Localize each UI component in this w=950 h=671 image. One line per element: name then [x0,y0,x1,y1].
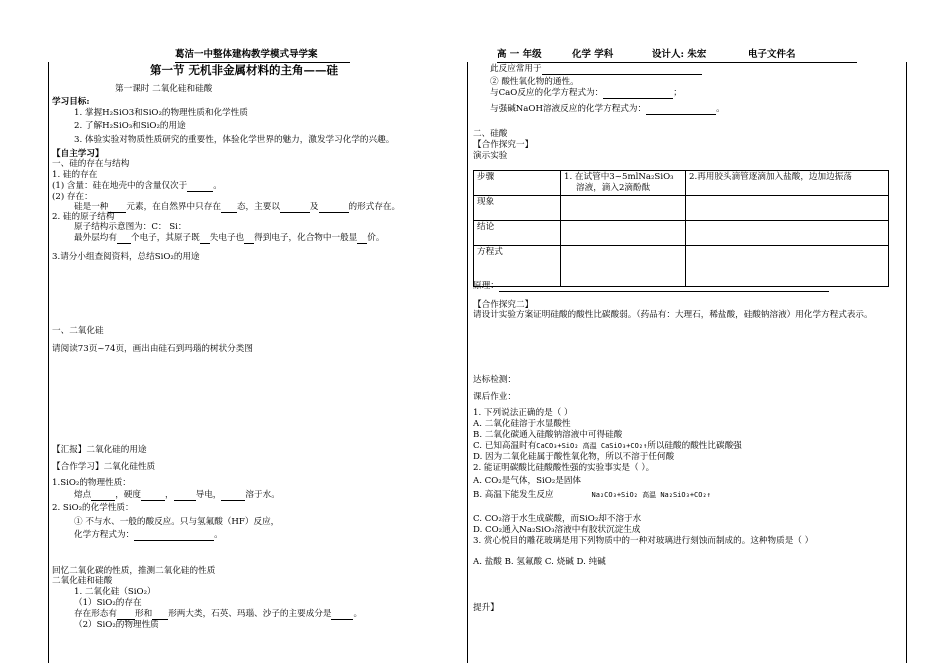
header-school: 葛洁一中整体建构教学模式导学案 [175,49,318,60]
atomic-structure-heading: 2. 硅的原子结构 [52,212,115,222]
atomic-structure-diagram-line: 原子结构示意图为：C： Si： [74,222,187,232]
cao-reaction-line: 与CaO反应的化学方程式为： ； [490,88,682,98]
coop-study-heading: 【合作学习】二氧化硅性质 [52,462,156,472]
chemical-props-heading: 2. SiO₂的化学性质： [52,503,134,513]
demo-experiment-label: 演示实验 [473,151,508,161]
table-header-step: 步骤 [474,171,561,196]
silicon-existence-heading: 一、硅的存在与结构 [52,159,130,169]
hf-reaction-line: ① 不与水、一般的酸反应。只与氢氟酸（HF）反应， [74,517,280,527]
table-row-label: 结论 [474,221,561,246]
question-2-option-b: B. 高温下能发生反应 Na₂CO₃+SiO₂ 高温 Na₂SiO₃+CO₂↑ [473,490,711,500]
question-2-option-c: C. CO₂溶于水生成碳酸，而SiO₂却不溶于水 [473,514,642,524]
table-header-step-2: 2.再用胶头滴管逐滴加入盐酸，边加边振荡 [686,171,889,196]
sio2-forms-line: 存在形态有 形和 形两大类，石英、玛瑙、沙子的主要成分是 。 [74,609,363,619]
header-subject: 化学 学科 [572,49,614,60]
header-designer: 设计人: 朱宏 [652,49,707,60]
question-2-option-d: D. CO₂通入Na₂SiO₃溶液中有胶状沉淀生成 [473,525,641,535]
question-3-options: A. 盐酸 B. 氢氟酸 C. 烧碱 D. 纯碱 [473,557,606,567]
header-grade: 高 一 年级 [497,49,542,60]
silicon-element-line: 硅是一种 元素，在自然界中只存在 态，主要以 及 的形式存在。 [74,202,401,212]
sio2-silicic-heading: 二氧化硅和硅酸 [52,576,113,586]
principle-line: 原理： [473,281,829,292]
question-1-option-d: D. 因为二氧化硅属于酸性氧化物，所以不溶于任何酸 [473,452,675,462]
hf-equation-line: 化学方程式为： 。 [74,530,223,540]
question-1-option-c: C. 已知高温时有CaCO₃+SiO₂ 高温 CaSiO₃+CO₂↑所以硅酸的酸性比碳酸强 [473,441,742,451]
outer-electrons-line: 最外层均有 个电子，其原子既 失电子也 得到电子，化合物中一般显 价。 [74,233,385,243]
physical-props-heading: 1.SiO₂的物理性质： [52,478,131,488]
silicon-existence-sub: 1. 硅的存在 [52,170,98,180]
table-cell[interactable] [686,196,889,221]
table-row [474,171,889,196]
silicon-existence-form: (2) 存在： [52,192,93,202]
coop-probe-2-heading: 【合作探究二】 [473,300,534,310]
lesson-subtitle: 第一课时 二氧化硅和硅酸 [115,84,213,94]
question-1-option-b: B. 二氧化碳通入硅酸钠溶液中可得硅酸 [473,430,623,440]
question-1: 1. 下列说法正确的是（ ） [473,408,573,418]
table-cell[interactable] [561,196,686,221]
check-heading: 达标检测： [473,375,516,385]
table-row-label: 方程式 [474,246,561,287]
header-file: 电子文件名 [748,49,796,60]
improve-heading: 提升】 [473,603,499,613]
sio2-uses-task: 3.请分小组查阅资料，总结SiO₂的用途 [52,252,200,262]
table-cell[interactable] [686,221,889,246]
question-1-option-a: A. 二氧化硅溶于水显酸性 [473,419,571,429]
acid-oxide-heading: ② 酸性氧化物的通性。 [490,77,579,87]
sio2-sub-heading: 1. 二氧化硅（SiO₂） [74,587,156,597]
sio2-physical-heading: （2）SiO₂的物理性质 [74,620,159,630]
report-heading: 【汇报】二氧化硅的用途 [52,445,147,455]
silicon-content-line: (1) 含量：硅在地壳中的含量仅次于 。 [52,181,222,191]
sio2-existence-heading: （1）SiO₂的存在 [74,598,142,608]
goal-3: 3. 体验实验对物质性质研究的重要性，体验化学世界的魅力，激发学习化学的兴趣。 [74,135,395,145]
right-column-frame [466,62,907,663]
goal-1: 1. 掌握H₂SiO3和SiO₂的物理性质和化学性质 [74,108,248,118]
homework-heading: 课后作业： [473,392,516,402]
coop-probe-1-heading: 【合作探究一】 [473,140,534,150]
naoh-reaction-line: 与强碱NaOH溶液反应的化学方程式为： 。 [490,104,725,114]
section-title: 第一节 无机非金属材料的主角——硅 [150,63,339,77]
goal-2: 2. 了解H₂SiO₃和SiO₂的用途 [74,121,186,131]
design-task: 请设计实验方案证明硅酸的酸性比碳酸弱。（药品有：大理石，稀盐酸，硅酸钠溶液）用化学方程式表示。 [473,310,873,320]
question-2: 2. 能证明碳酸比硅酸酸性强的实验事实是（ ）。 [473,463,655,473]
goals-heading: 学习目标: [52,97,90,107]
silicon-dioxide-heading: 一、二氧化硅 [52,326,104,336]
experiment-table [473,170,889,287]
table-row [474,221,889,246]
question-2-option-a: A. CO₂是气体，SiO₂是固体 [473,476,582,486]
physical-props-line: 熔点 ，硬度 ， 导电， 溶于水。 [74,490,280,500]
reading-task: 请阅读73页~74页，画出由硅石到玛瑙的树状分类图 [52,344,253,354]
reaction-use-line: 此反应常用于 [490,64,702,75]
table-header-step-1: 1. 在试管中3~5mlNa₂SiO₃ 溶液，滴入2滴酚酞 [561,171,686,196]
table-row [474,196,889,221]
table-row-label: 现象 [474,196,561,221]
table-cell[interactable] [561,221,686,246]
question-3: 3. 赏心悦目的雕花玻璃是用下列物质中的一种对玻璃进行刻蚀而制成的。这种物质是（ ） [473,536,814,546]
recall-co2-line: 回忆二氧化碳的性质，推测二氧化硅的性质 [52,566,216,576]
silicic-acid-heading: 二、硅酸 [473,129,508,139]
self-study-heading: 【自主学习】 [52,149,104,159]
